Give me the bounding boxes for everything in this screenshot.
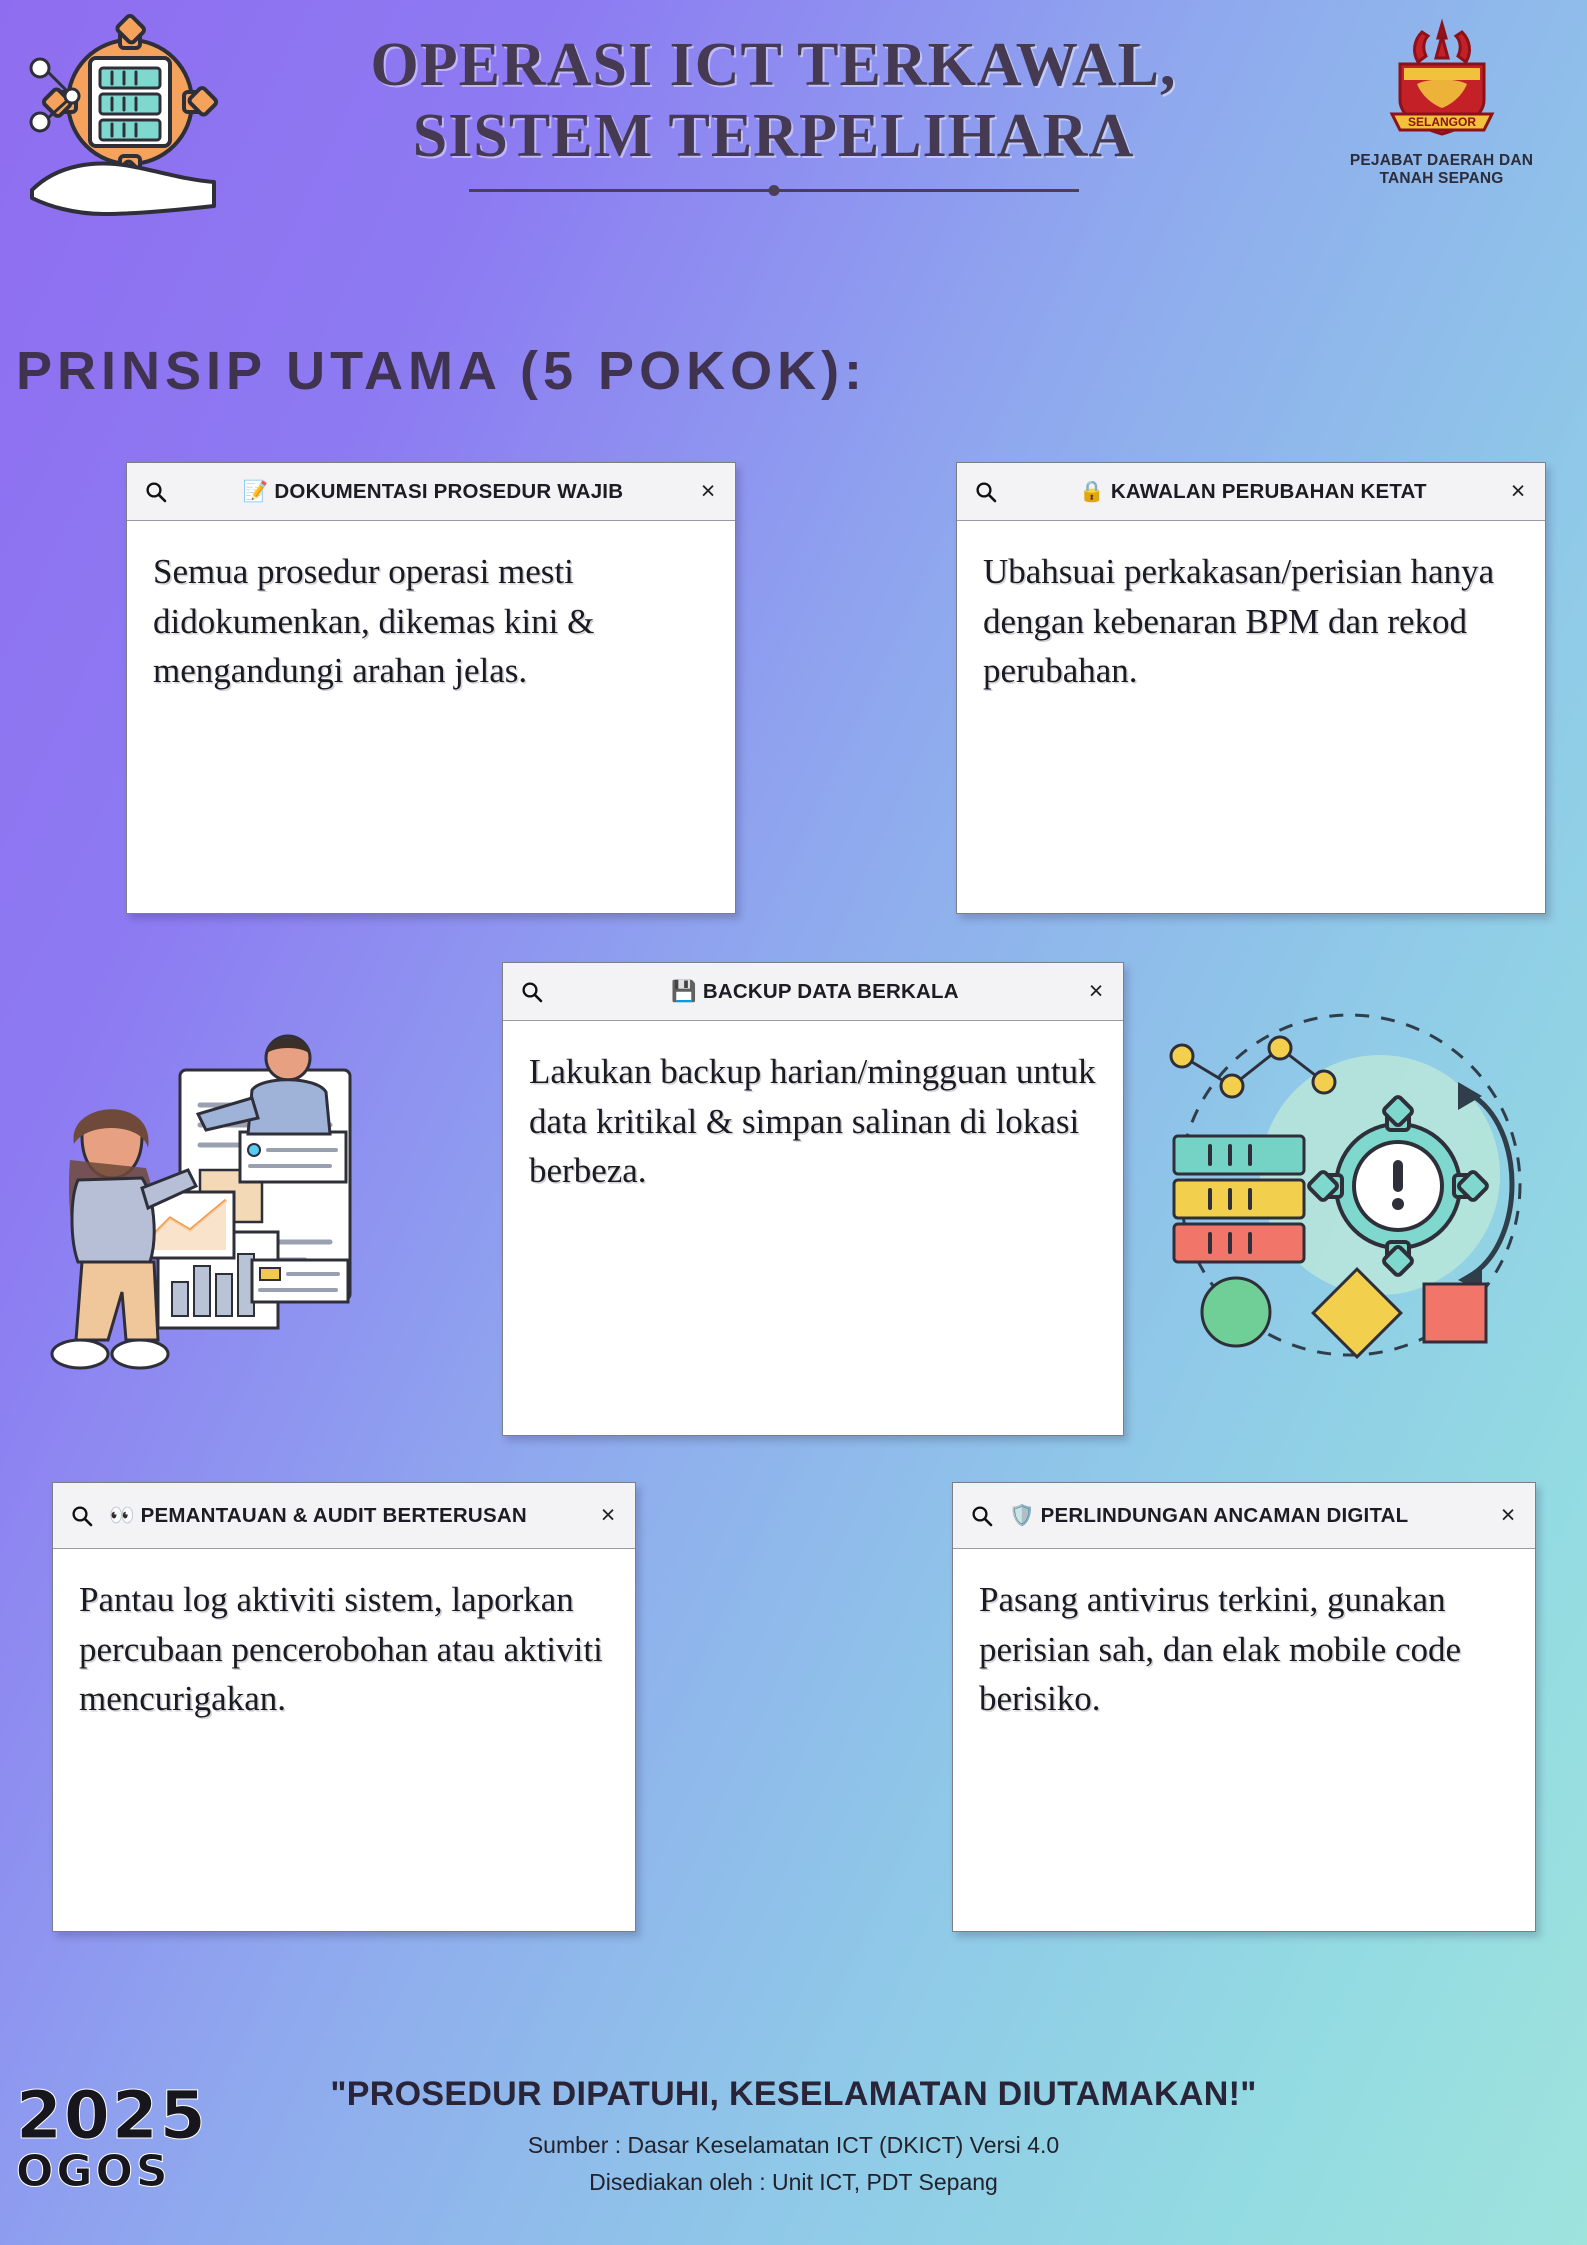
card-body: Pantau log aktiviti sistem, laporkan percubaan pencerobohan atau aktiviti mencurigakan. <box>79 1580 603 1719</box>
shield-icon: 🛡️ <box>1009 1504 1035 1527</box>
card-titlebar <box>503 963 1123 1021</box>
year-text: 2025 <box>16 2076 208 2154</box>
card-title-text: DOKUMENTASI PROSEDUR WAJIB <box>274 480 624 503</box>
floppy-disk-icon: 💾 <box>671 980 697 1003</box>
close-icon[interactable]: × <box>1510 477 1526 505</box>
poster-header <box>0 0 1587 290</box>
card-perlindungan-ancaman-digital <box>952 1482 1536 1932</box>
close-icon[interactable]: × <box>700 477 716 505</box>
server-in-hand-icon <box>18 14 248 244</box>
card-backup-data-berkala <box>502 962 1124 1436</box>
card-title-text: PERLINDUNGAN ANCAMAN DIGITAL <box>1040 1504 1409 1527</box>
system-monitoring-illustration <box>1140 990 1560 1390</box>
search-icon[interactable] <box>969 480 1003 504</box>
crest-caption: PEJABAT DAERAH DAN TANAH SEPANG <box>1349 152 1534 187</box>
title-divider <box>469 189 1079 192</box>
card-pemantauan-audit-berterusan <box>52 1482 636 1932</box>
card-title-text: KAWALAN PERUBAHAN KETAT <box>1110 480 1427 503</box>
card-dokumentasi-prosedur-wajib <box>126 462 736 914</box>
poster-footer <box>0 2075 1587 2199</box>
card-body: Lakukan backup harian/mingguan untuk data kritikal & simpan salinan di lokasi berbeza. <box>529 1052 1096 1191</box>
card-kawalan-perubahan-ketat <box>956 462 1546 914</box>
card-title-text: BACKUP DATA BERKALA <box>702 980 959 1003</box>
card-body: Ubahsuai perkakasan/perisian hanya dengan kebenaran BPM dan rekod perubahan. <box>983 552 1495 691</box>
search-icon[interactable] <box>139 480 173 504</box>
card-title <box>999 1503 1493 1528</box>
card-title <box>173 479 693 504</box>
selangor-crest <box>1334 18 1549 188</box>
card-title <box>1003 479 1503 504</box>
search-icon[interactable] <box>65 1504 99 1528</box>
close-icon[interactable]: × <box>1088 977 1104 1005</box>
close-icon[interactable]: × <box>600 1501 616 1529</box>
card-titlebar <box>953 1483 1535 1549</box>
footer-prepared-by: Disediakan oleh : Unit ICT, PDT Sepang <box>589 2168 998 2195</box>
card-titlebar <box>127 463 735 521</box>
lock-icon: 🔒 <box>1079 480 1105 503</box>
card-title <box>549 979 1081 1004</box>
team-documents-illustration <box>30 1010 450 1410</box>
memo-icon: 📝 <box>242 480 269 503</box>
card-body: Semua prosedur operasi mesti didokumenkan, dikemas kini & mengandungi arahan jelas. <box>153 552 595 691</box>
svg-text:SELANGOR: SELANGOR <box>1407 115 1476 129</box>
card-title <box>99 1503 593 1528</box>
card-title-text: PEMANTAUAN & AUDIT BERTERUSAN <box>140 1504 527 1527</box>
card-titlebar <box>957 463 1545 521</box>
card-body: Pasang antivirus terkini, gunakan perisian sah, dan elak mobile code berisiko. <box>979 1580 1462 1719</box>
close-icon[interactable]: × <box>1500 1501 1516 1529</box>
footer-quote: "PROSEDUR DIPATUHI, KESELAMATAN DIUTAMAKAN!" <box>330 2075 1257 2113</box>
page-title: OPERASI ICT TERKAWAL, SISTEM TERPELIHARA <box>370 31 1177 171</box>
eyes-icon: 👀 <box>109 1504 135 1527</box>
card-titlebar <box>53 1483 635 1549</box>
footer-source: Sumber : Dasar Keselamatan ICT (DKICT) Versi 4.0 <box>527 2132 1060 2158</box>
search-icon[interactable] <box>515 980 549 1004</box>
month-text: OGOS <box>16 2146 171 2198</box>
section-heading: PRINSIP UTAMA (5 POKOK): <box>16 341 868 401</box>
poster-title-block <box>250 30 1297 192</box>
search-icon[interactable] <box>965 1504 999 1528</box>
